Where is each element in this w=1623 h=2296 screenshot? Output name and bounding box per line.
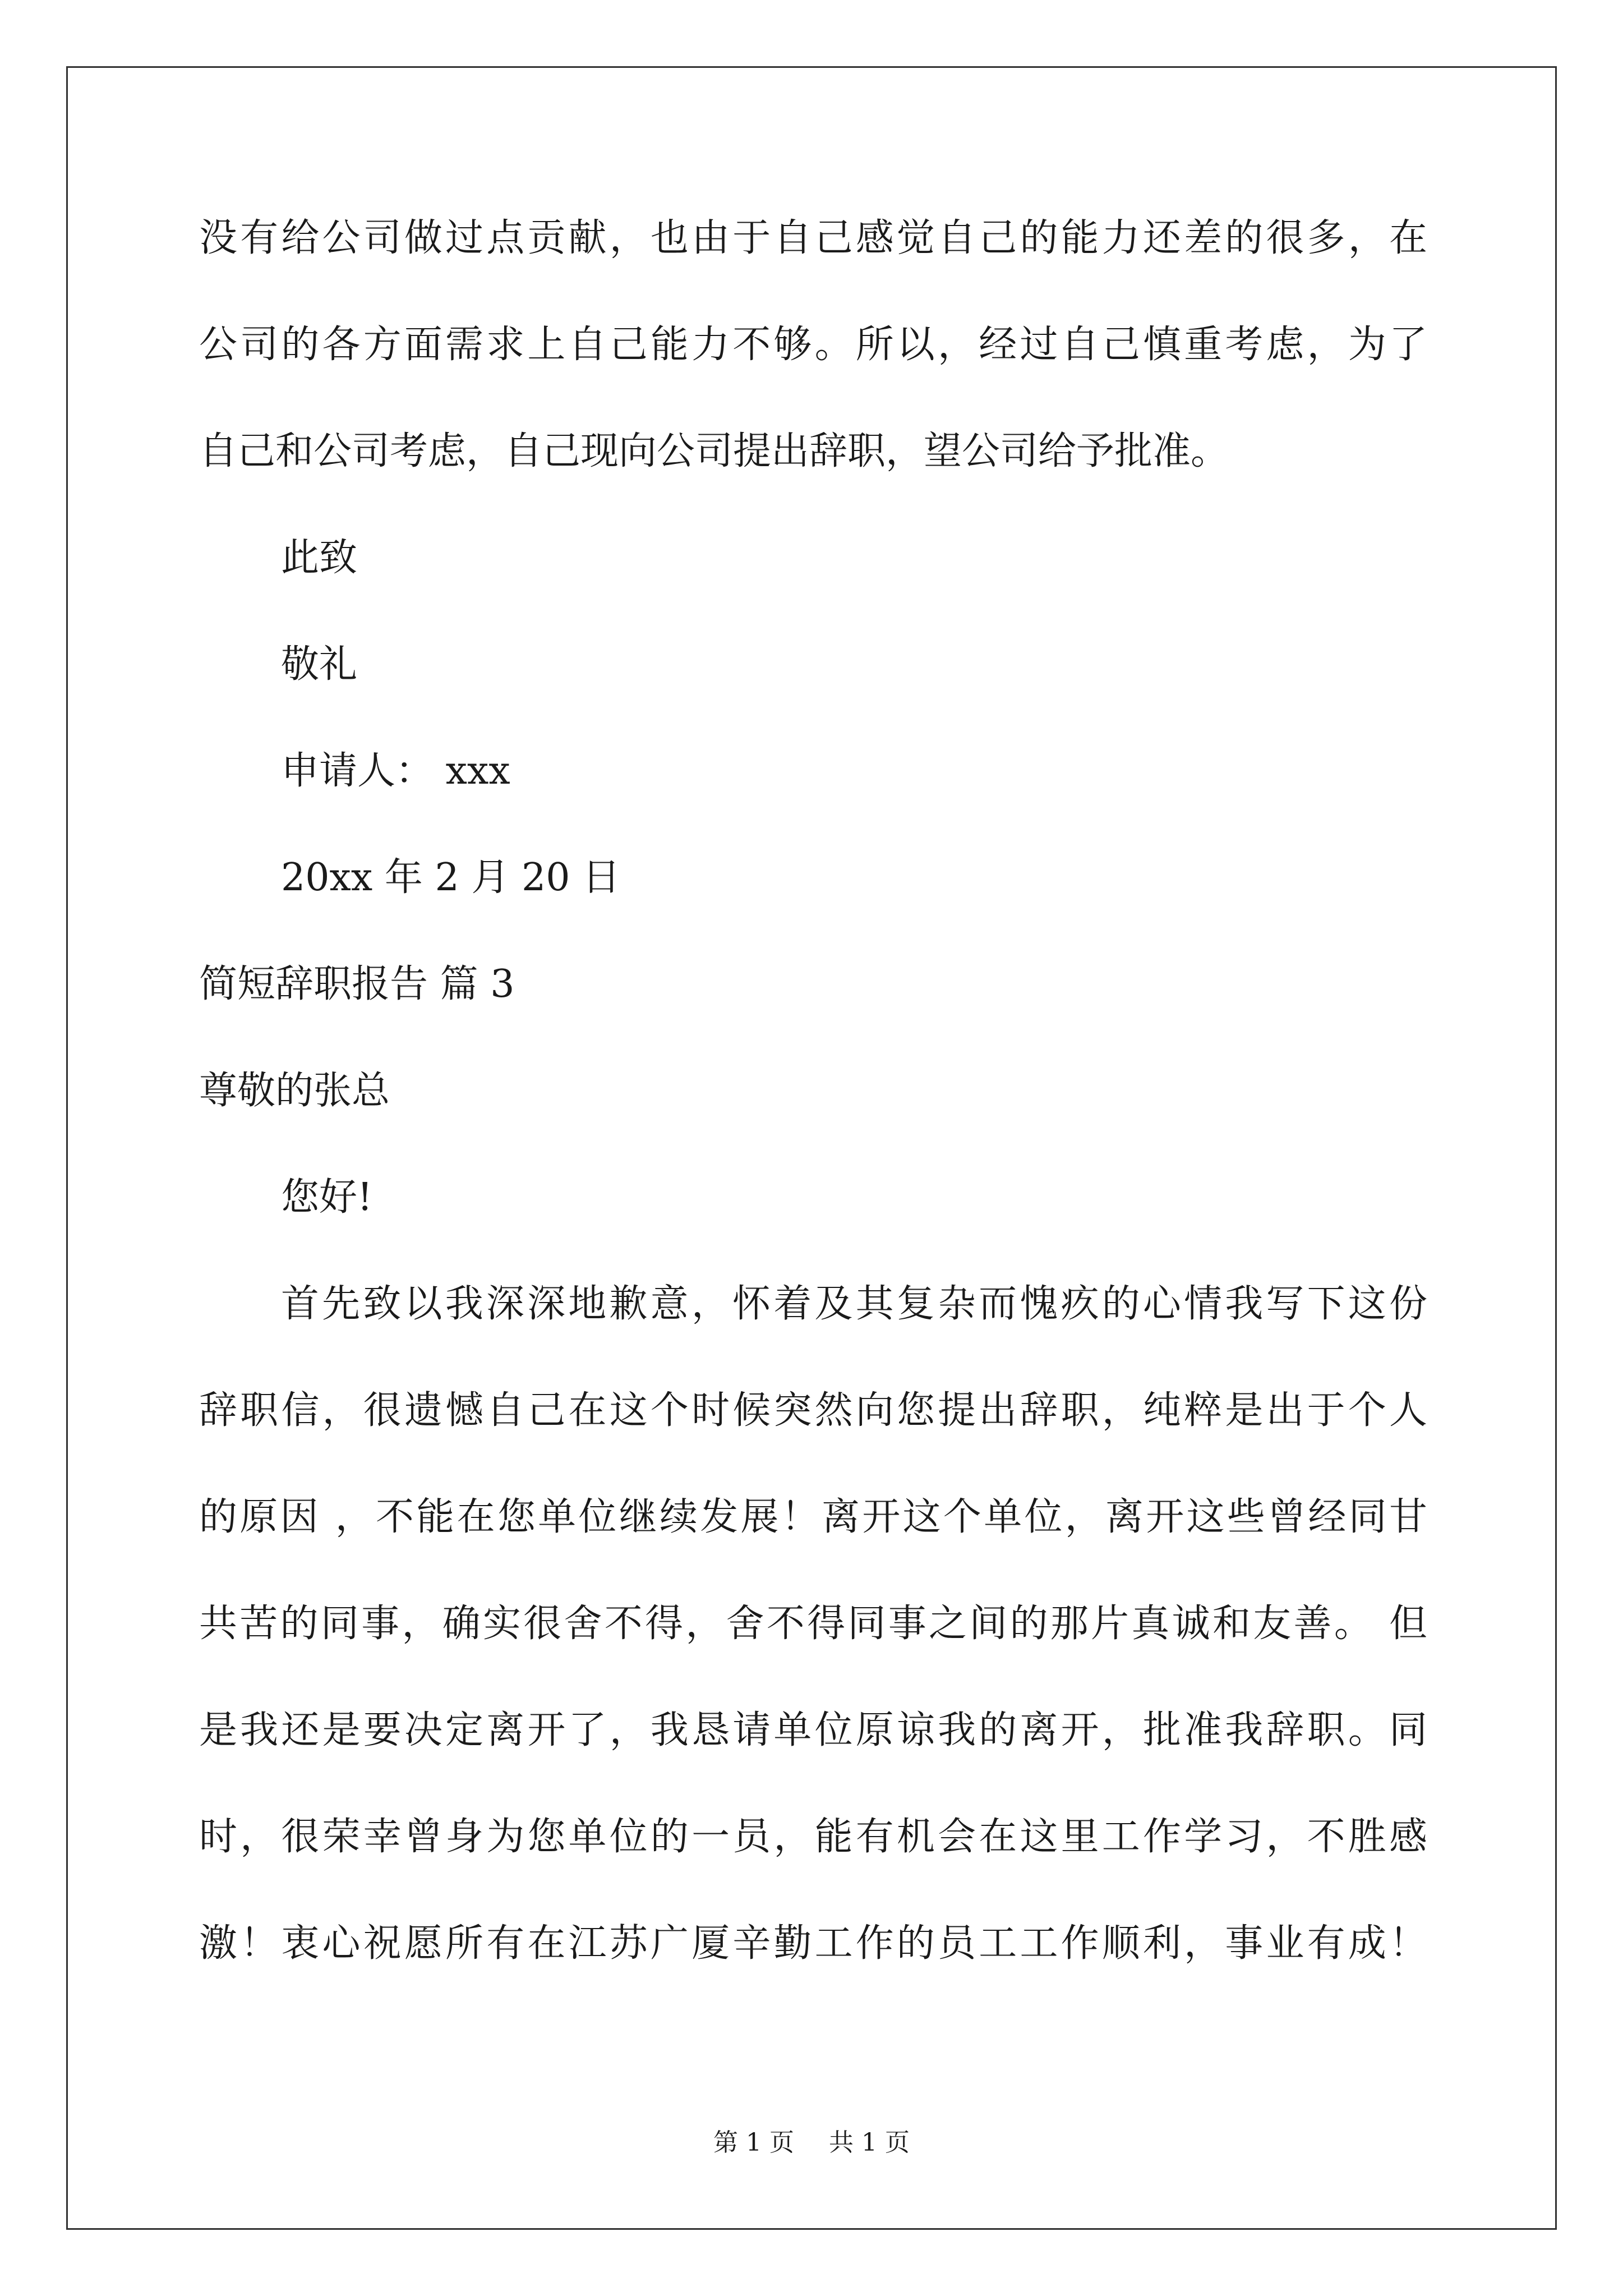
greeting-line: 您好! <box>281 1175 373 1220</box>
page-number: 第 1 页 <box>713 2128 794 2157</box>
recipient-line: 尊敬的张总 <box>199 1069 390 1113</box>
page-border <box>66 66 1557 2230</box>
paragraph-line: 时，很荣幸曾身为您单位的一员，能有机会在这里工作学习，不胜感 <box>199 1815 1427 1859</box>
paragraph-line: 辞职信，很遗憾自己在这个时候突然向您提出辞职，纯粹是出于个人 <box>199 1388 1427 1433</box>
closing-regards: 敬礼 <box>281 642 358 687</box>
paragraph-line: 共苦的同事，确实很舍不得，舍不得同事之间的那片真诚和友善。 但 <box>199 1602 1427 1646</box>
paragraph-line: 没有给公司做过点贡献，也由于自己感觉自己的能力还差的很多，在 <box>199 216 1427 260</box>
page-footer <box>0 2126 1623 2160</box>
paragraph-line: 公司的各方面需求上自己能力不够。所以，经过自己慎重考虑，为了 <box>199 323 1427 367</box>
closing-salutation: 此致 <box>281 536 358 580</box>
applicant-line: 申请人： xxx <box>281 749 510 793</box>
paragraph-line: 首先致以我深深地歉意，怀着及其复杂而愧疚的心情我写下这份 <box>281 1282 1427 1326</box>
paragraph-line: 是我还是要决定离开了，我恳请单位原谅我的离开，批准我辞职。同 <box>199 1708 1427 1752</box>
paragraph-line: 的原因 ，不能在您单位继续发展！离开这个单位，离开这些曾经同甘 <box>199 1495 1427 1539</box>
paragraph-line: 激！衷心祝愿所有在江苏广厦辛勤工作的员工工作顺利，事业有成！ <box>199 1921 1427 1966</box>
paragraph-line: 自己和公司考虑，自己现向公司提出辞职，望公司给予批准。 <box>199 429 1229 473</box>
page-total: 共 1 页 <box>829 2128 910 2157</box>
date-line: 20xx 年 2 月 20 日 <box>281 855 621 900</box>
section-heading: 简短辞职报告 篇 3 <box>199 962 515 1006</box>
